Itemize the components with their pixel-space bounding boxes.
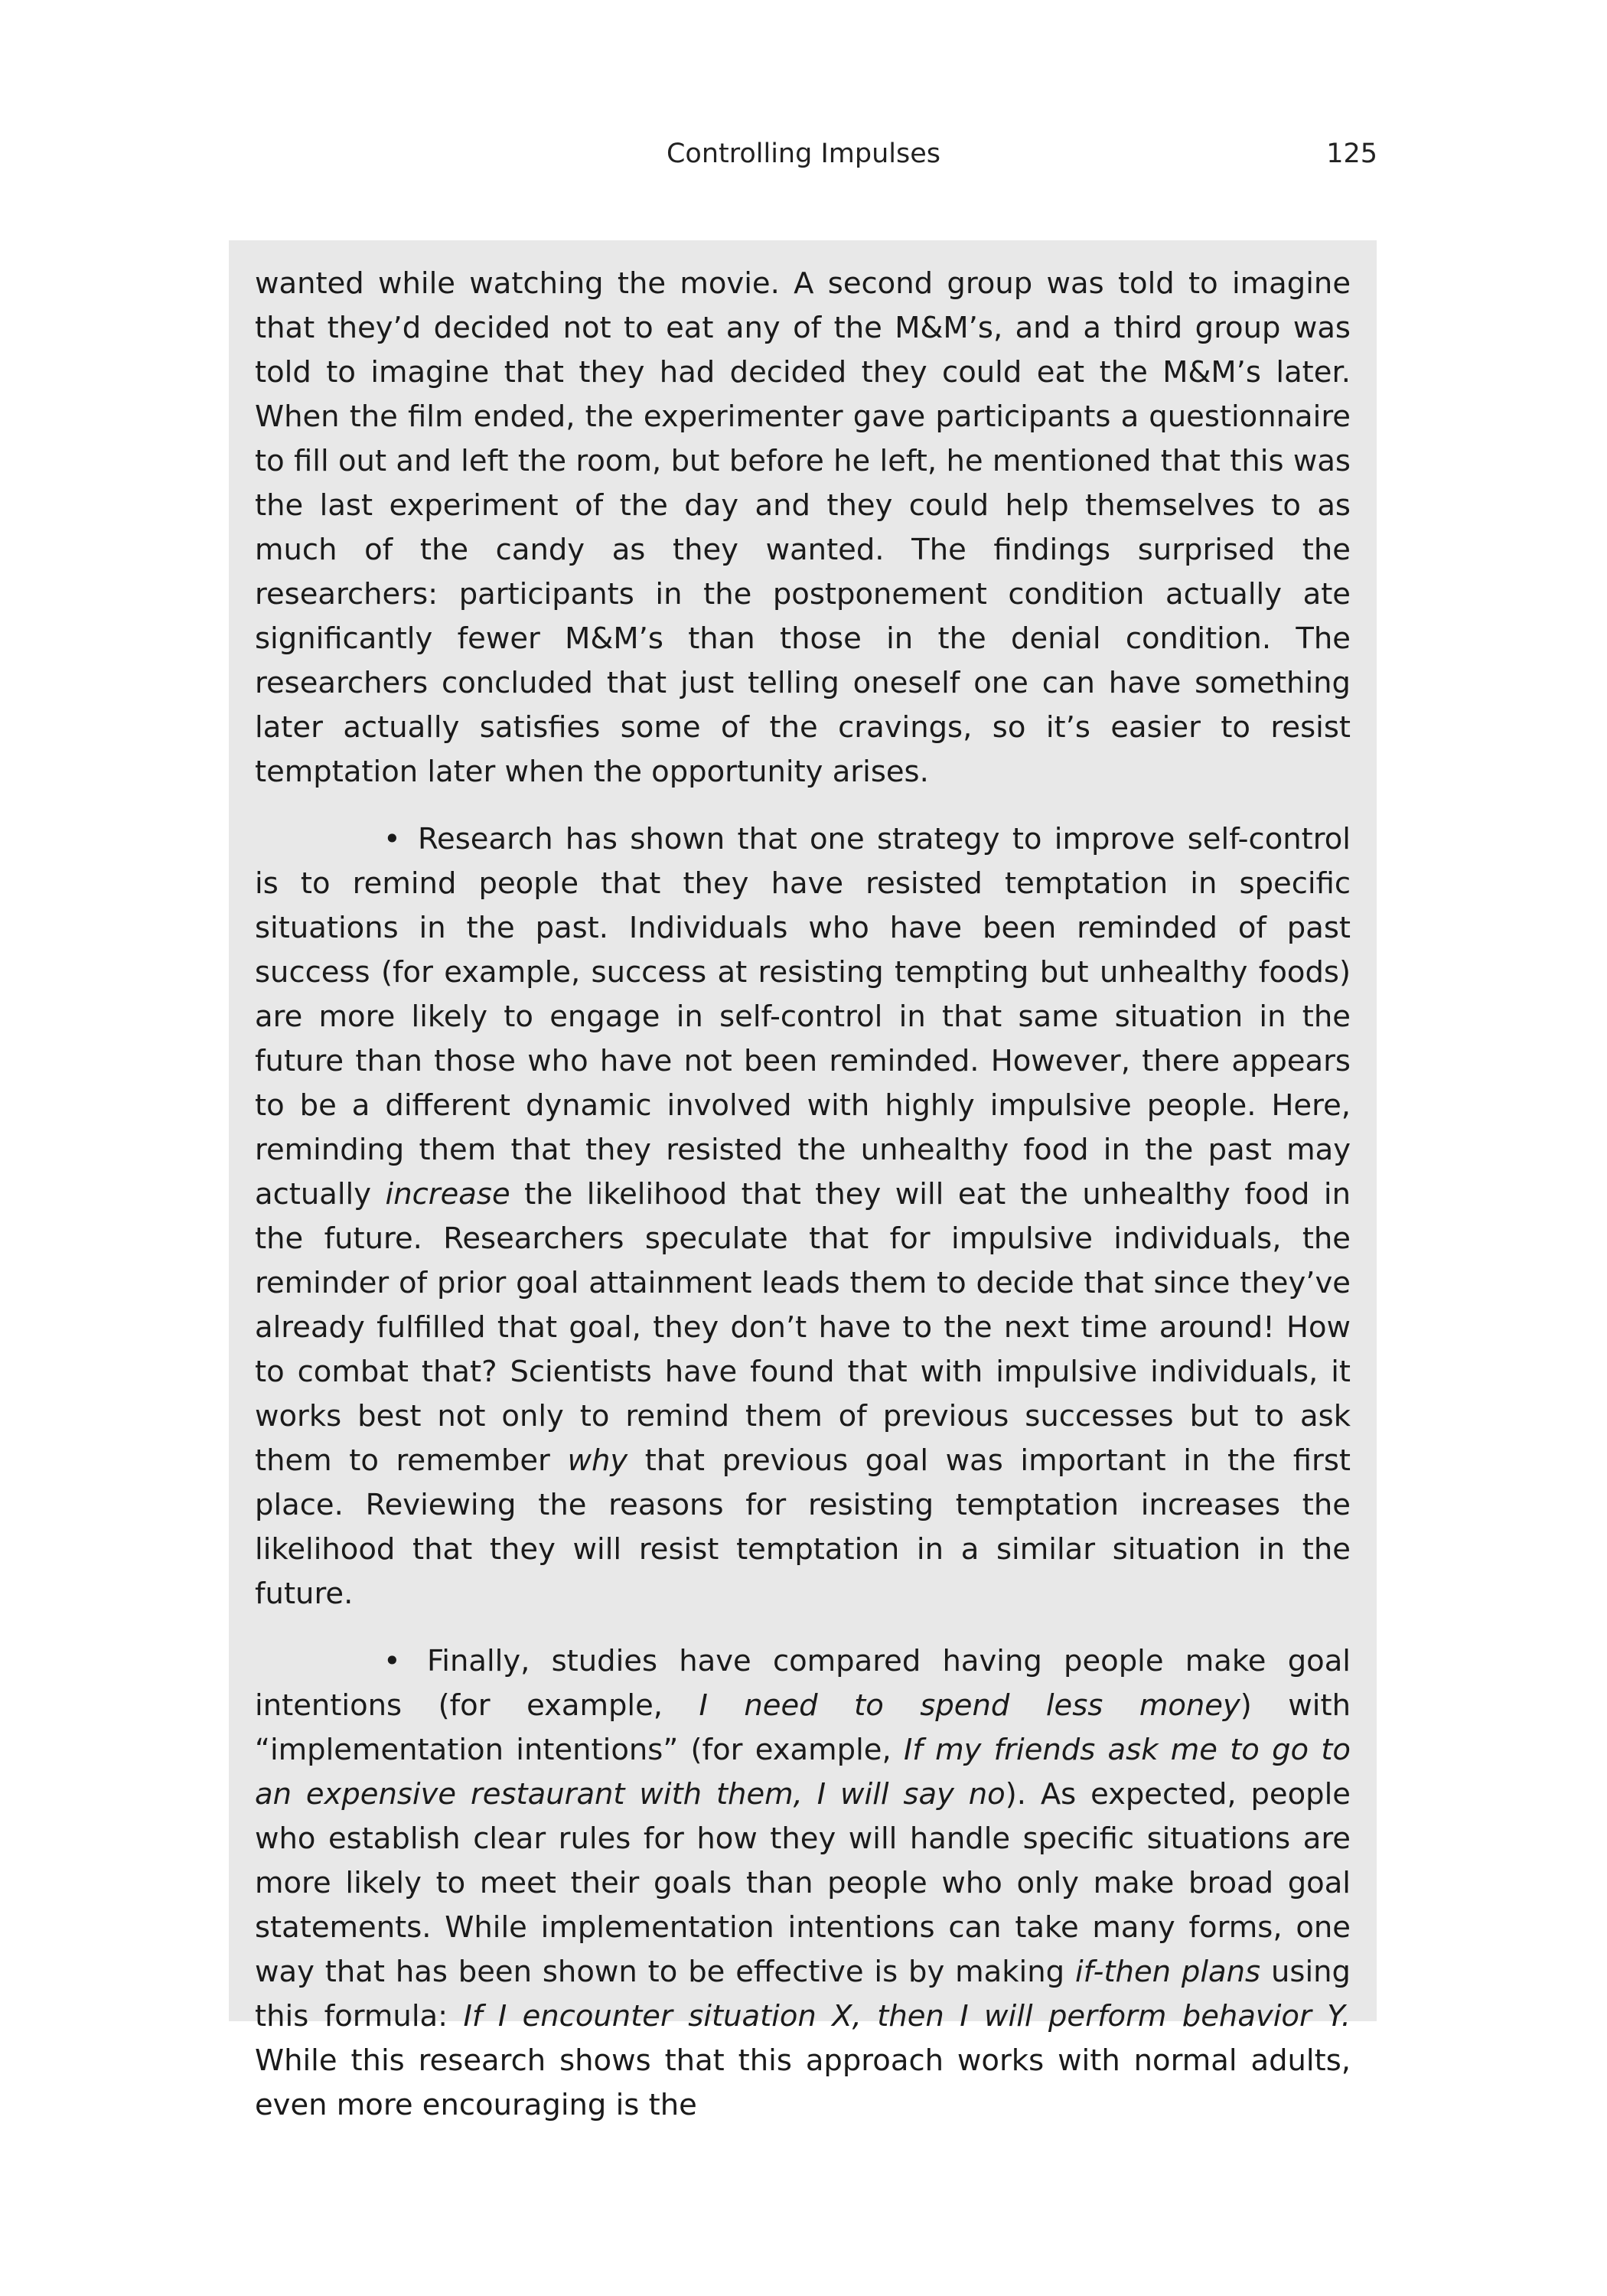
paragraph-3-emphasis-1: I need to spend less money: [699, 1688, 1240, 1723]
paragraph-3-text-2: ) with “implementation intentions” (for example,: [255, 1688, 1351, 1767]
paragraph-3-text-3: ). As expected, people who establish clear rules for how they will handle specific situations are more likely to meet their goals than people who only make broad goal statements. While implementation intentions can take many forms, one way that has been shown to be effective is by making: [255, 1777, 1351, 1989]
paragraph-3-text-4: using this formula:: [255, 1955, 1351, 2033]
sidebar-paragraph-2: [255, 817, 1351, 1616]
paragraph-1-text: wanted while watching the movie. A second group was told to imagine that they’d decided not to eat any of the M&M’s, and a third group was told to imagine that they had decided they could eat the M&M’s later. When the film ended, the experimenter gave participants a questionnaire to fill out and left the room, but before he left, he mentioned that this was the last experiment of the day and they could help themselves to as much of the candy as they wanted. The findings surprised the researchers: participants in the postponement condition actually ate significantly fewer M&M’s than those in the denial condition. The researchers concluded that just telling oneself one can have something later actually satisfies some of the cravings, so it’s easier to resist temptation later when the opportunity arises.: [255, 266, 1351, 789]
bullet-icon: •: [383, 1644, 401, 1678]
sidebar-paragraph-1: [255, 262, 1351, 794]
paragraph-3-emphasis-2: If my friends ask me to go to an expensive restaurant with them, I will say no: [255, 1733, 1351, 1812]
running-title: Controlling Impulses: [666, 139, 941, 169]
paragraph-3-emphasis-4: If I encounter situation X, then I will perform behavior Y.: [463, 1999, 1351, 2033]
paragraph-2-text-2: the likelihood that they will eat the unhealthy food in the future. Researchers speculate that for impulsive individuals, the reminder of prior goal attainment leads them to decide that since they’ve already fulfilled that goal, they don’t have to the next time around! How to combat that? Scientists have found that with impulsive individuals, it works best not only to remind them of previous successes but to ask them to remember: [255, 1177, 1351, 1478]
shaded-sidebar-box: [229, 240, 1377, 2122]
sidebar-paragraph-3: [255, 1639, 1351, 2128]
running-head: [230, 135, 1377, 173]
paragraph-3-emphasis-3: if-then plans: [1074, 1955, 1261, 1989]
paragraph-2-text-3: that previous goal was important in the first place. Reviewing the reasons for resisting temptation increases the likelihood that they will resist temptation in a similar situation in the future.: [255, 1443, 1351, 1611]
page-number: 125: [1326, 139, 1377, 169]
paragraph-3-text-5: While this research shows that this approach works with normal adults, even more encouraging is the: [255, 2043, 1351, 2122]
bullet-icon: •: [383, 822, 401, 856]
paragraph-2-text-1: Research has shown that one strategy to improve self-control is to remind people that they have resisted temptation in specific situations in the past. Individuals who have been reminded of past success (for example, success at resisting tempting but unhealthy foods) are more likely to engage in self-control in that same situation in the future than those who have not been reminded. However, there appears to be a different dynamic involved with highly impulsive people. Here, reminding them that they resisted the unhealthy food in the past may actually: [255, 822, 1351, 1212]
paragraph-2-emphasis-1: increase: [385, 1177, 510, 1212]
paragraph-2-emphasis-2: why: [567, 1443, 628, 1478]
paragraph-3-text-1: Finally, studies have compared having people make goal intentions (for example,: [255, 1644, 1351, 1723]
